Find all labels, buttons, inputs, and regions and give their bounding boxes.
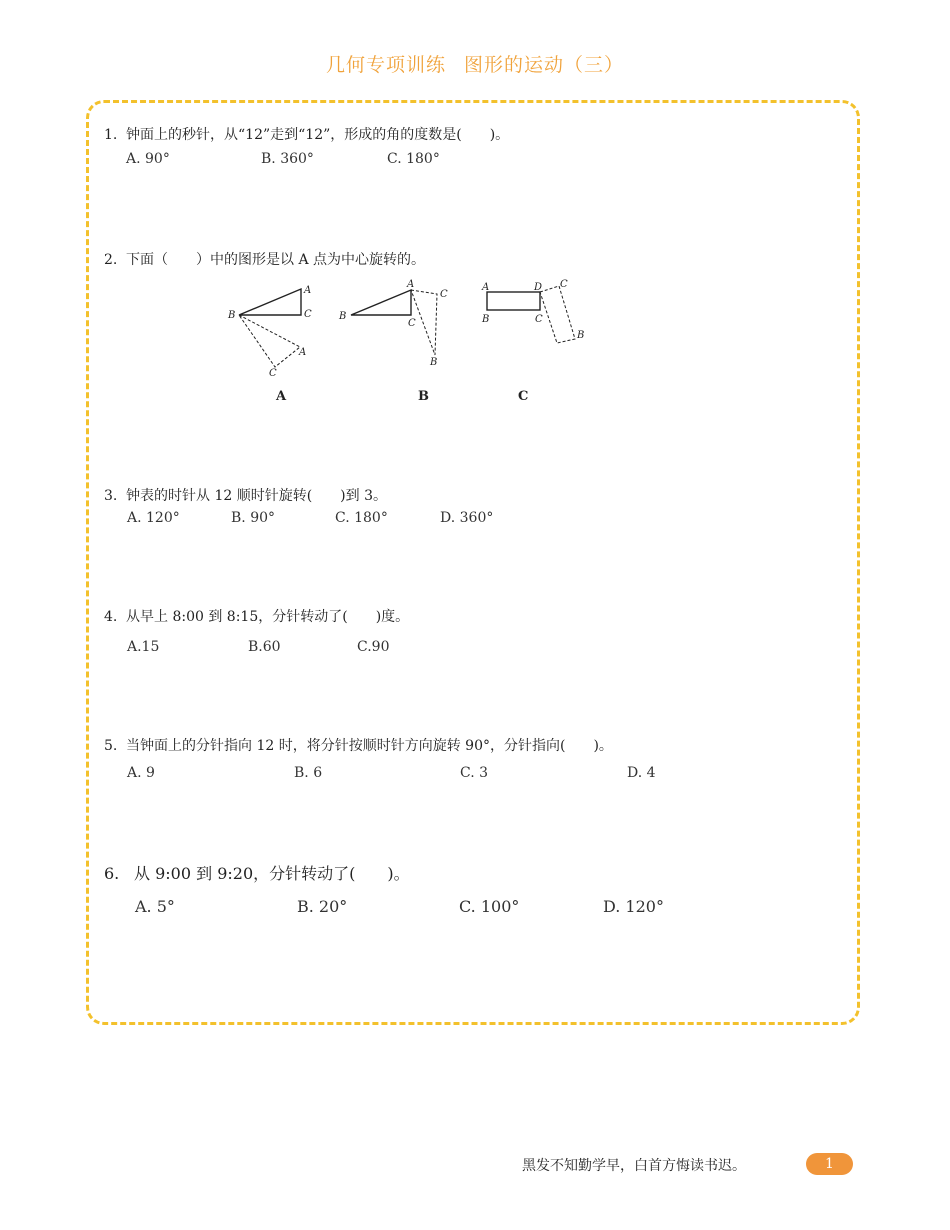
option-a[interactable]: A. 9: [127, 765, 155, 781]
option-d[interactable]: D. 360°: [440, 510, 494, 526]
option-d[interactable]: D. 120°: [603, 897, 664, 916]
point-label: A: [482, 282, 490, 293]
question-2: [104, 249, 425, 269]
point-label: A: [304, 285, 312, 296]
option-c[interactable]: C. 3: [460, 765, 489, 781]
footer-motto: 黑发不知勤学早，白首方悔读书迟。: [522, 1158, 746, 1174]
option-c[interactable]: C. 180°: [335, 510, 388, 526]
question-1: [104, 124, 509, 144]
triangle-original: [351, 290, 411, 315]
point-label: D: [534, 282, 543, 293]
question-text: 从早上 8:00 到 8:15，分针转动了( )度。: [126, 609, 410, 625]
option-b[interactable]: B.60: [248, 639, 281, 655]
triangle-original: [239, 289, 301, 315]
title-subject: 几何专项训练: [325, 54, 446, 76]
question-number: 6.: [104, 864, 120, 883]
triangle-rotated: [239, 315, 300, 367]
figure-c[interactable]: [481, 279, 584, 404]
point-label: C: [440, 289, 448, 300]
question-text: 钟表的时针从 12 顺时针旋转( )到 3。: [126, 488, 387, 504]
point-label: C: [304, 309, 312, 320]
figure-caption: C: [518, 389, 529, 404]
question-4: [104, 606, 409, 626]
point-label: C: [535, 314, 543, 325]
question-3: [104, 485, 387, 505]
title-topic: 图形的运动（三）: [464, 54, 625, 76]
rectangle-rotated: [540, 286, 575, 343]
point-label: A: [407, 279, 415, 290]
question-text: 钟面上的秒针，从“12”走到“12”，形成的角的度数是( )。: [126, 127, 510, 143]
question-number: 1.: [104, 127, 118, 143]
option-a[interactable]: A. 5°: [135, 897, 175, 916]
page-number-badge: 1: [806, 1153, 853, 1175]
option-b[interactable]: B. 90°: [231, 510, 276, 526]
page-title: [0, 50, 950, 77]
question-number: 5.: [104, 738, 118, 754]
question-text: 从 9:00 到 9:20，分针转动了( )。: [134, 864, 410, 883]
question-number: 4.: [104, 609, 118, 625]
figure-caption: B: [418, 389, 429, 404]
point-label: C: [560, 279, 568, 290]
option-a[interactable]: A. 120°: [127, 510, 180, 526]
rotation-figures: [220, 275, 600, 410]
figure-caption: A: [276, 389, 287, 404]
point-label: C: [269, 368, 277, 379]
point-label: B: [339, 311, 347, 322]
point-label: C: [408, 318, 416, 329]
option-d[interactable]: D. 4: [627, 765, 656, 781]
option-a[interactable]: A.15: [127, 639, 160, 655]
question-6: [104, 861, 410, 884]
point-label: A: [299, 347, 307, 358]
option-c[interactable]: C. 180°: [387, 151, 440, 167]
point-label: B: [430, 357, 438, 368]
question-text: 当钟面上的分针指向 12 时，将分针按顺时针方向旋转 90°，分针指向( )。: [126, 738, 613, 754]
question-frame: [86, 100, 860, 1025]
option-c[interactable]: C. 100°: [459, 897, 520, 916]
question-number: 2.: [104, 252, 118, 268]
point-label: B: [577, 330, 585, 341]
option-b[interactable]: B. 6: [294, 765, 323, 781]
option-c[interactable]: C.90: [357, 639, 390, 655]
question-number: 3.: [104, 488, 118, 504]
option-b[interactable]: B. 20°: [297, 897, 348, 916]
point-label: B: [228, 310, 236, 321]
point-label: B: [482, 314, 490, 325]
option-a[interactable]: A. 90°: [126, 151, 170, 167]
rectangle-original: [487, 292, 540, 310]
question-text: 下面（ ）中的图形是以 A 点为中心旋转的。: [126, 252, 426, 268]
question-5: [104, 735, 613, 755]
figure-a[interactable]: [227, 285, 312, 404]
option-b[interactable]: B. 360°: [261, 151, 314, 167]
figure-b[interactable]: [338, 279, 448, 404]
